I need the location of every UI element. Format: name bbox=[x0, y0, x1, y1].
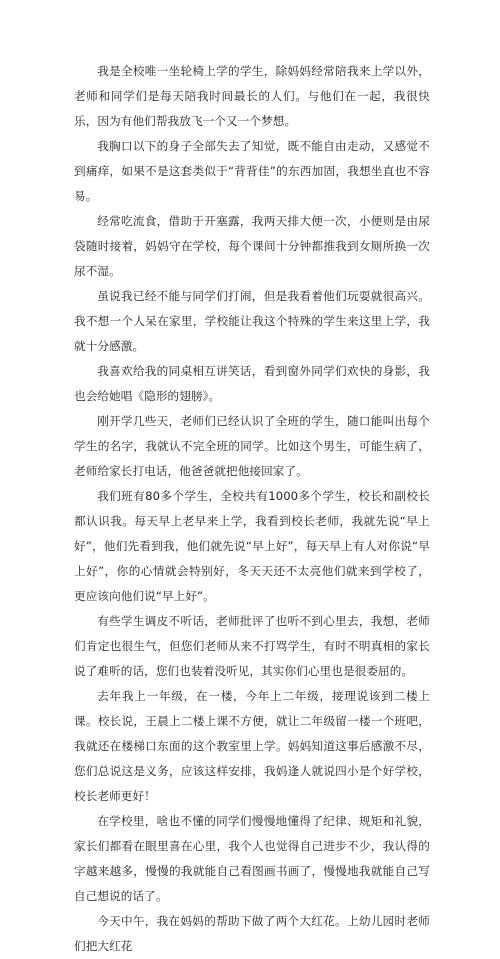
paragraph: 我喜欢给我的同桌相互讲笑话，看到窗外同学们欢快的身影，我也会给她唱《隐形的翅膀》。 bbox=[74, 364, 430, 403]
paragraph: 我们班有80多个学生，全校共有1000多个学生，校长和副校长都认识我。每天早上老早来上学，我看到校长老师，我就先说“早上好”，他们先看到我，他们就先说“早上好”，每天早上有人对你说“早上好”，你的心情就会特别好，冬天天还不太亮他们就来到学校了，更应该向他们说“早上好”。 bbox=[74, 489, 430, 603]
paragraph: 在学校里，啥也不懂的同学们慢慢地懂得了纪律、规矩和礼貌，家长们都看在眼里喜在心里，我个人也觉得自己进步不少，我认得的字越来越多，慢慢的我就能自己看图画书画了，慢慢地我就能自己写自己想说的话了。 bbox=[74, 814, 430, 903]
paragraph: 我胸口以下的身子全部失去了知觉，既不能自由走动，又感觉不到痛痒，如果不是这套类似于“背背佳”的东西加固，我想坐直也不容易。 bbox=[74, 139, 430, 203]
paragraph: 经常吃流食，借助于开塞露，我两天排大便一次，小便则是由尿袋随时接着，妈妈守在学校，每个课间十分钟都推我到女厕所换一次尿不湿。 bbox=[74, 214, 430, 278]
paragraph: 有些学生调皮不听话，老师批评了也听不到心里去，我想，老师们肯定也很生气，但您们老师从来不打骂学生，有时不明真相的家长说了难听的话，您们也装着没听见，其实你们心里也是很委屈的。 bbox=[74, 614, 430, 678]
paragraph: 我是全校唯一坐轮椅上学的学生，除妈妈经常陪我来上学以外，老师和同学们是每天陪我时间最长的人们。与他们在一起，我很快乐，因为有他们帮我放飞一个又一个梦想。 bbox=[74, 64, 430, 128]
paragraph: 去年我上一年级，在一楼，今年上二年级，接理说该到二楼上课。校长说，王晨上二楼上课不方便，就让二年级留一楼一个班吧，我就还在楼梯口东面的这个教室里上学。妈妈知道这事后感激不尽，您们总说这是义务，应该这样安排，我妈逢人就说四小是个好学校，校长老师更好！ bbox=[74, 689, 430, 803]
paragraph: 虽说我已经不能与同学们打闹，但是我看着他们玩耍就很高兴。我不想一个人呆在家里，学校能让我这个特殊的学生来这里上学，我就十分感激。 bbox=[74, 289, 430, 353]
paragraph: 刚开学几些天，老师们已经认识了全班的学生，随口能叫出每个学生的名字，我就认不完全班的同学。比如这个男生，可能生病了，老师给家长打电话，他爸爸就把他接回家了。 bbox=[74, 414, 430, 478]
paragraph: 今天中午，我在妈妈的帮助下做了两个大红花。上幼儿园时老师们把大红花 bbox=[74, 914, 430, 953]
